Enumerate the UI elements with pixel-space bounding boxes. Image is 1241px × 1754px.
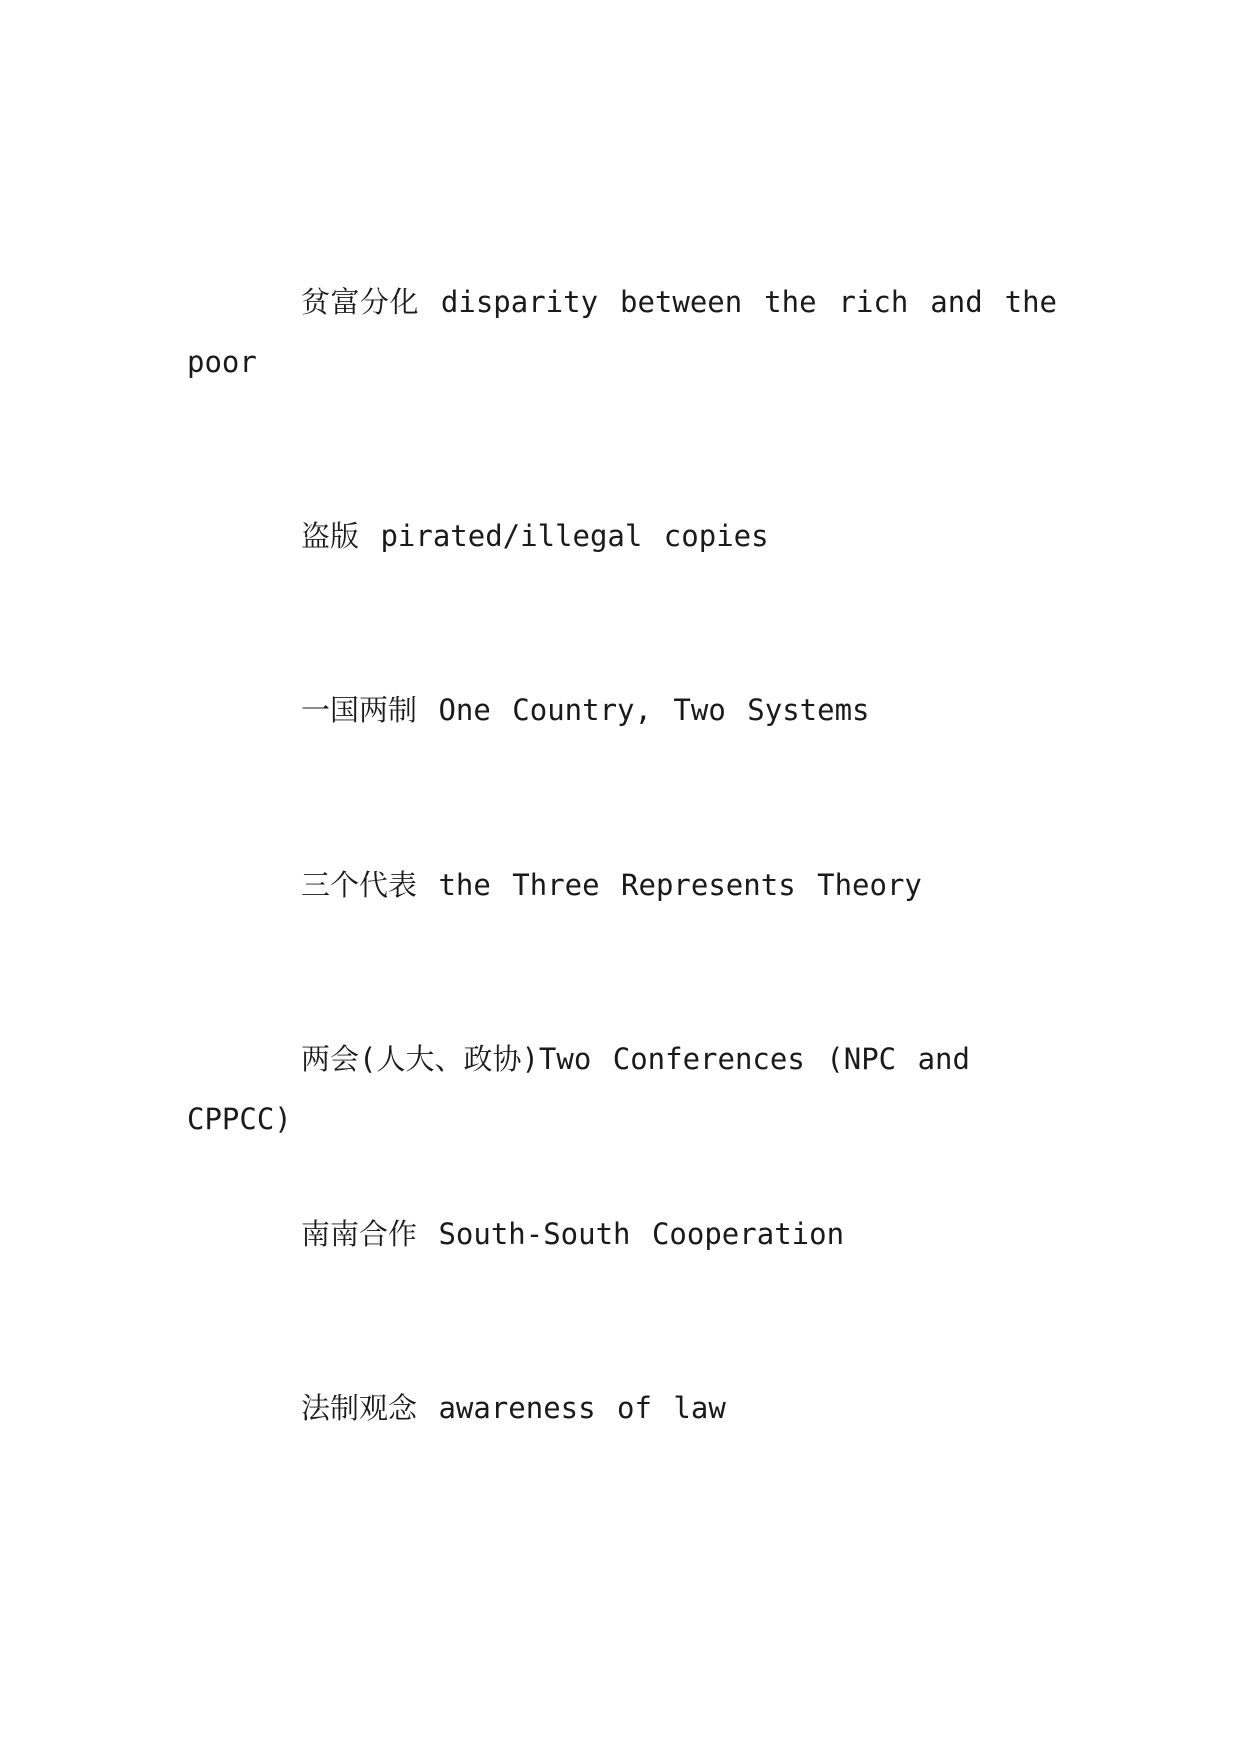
glossary-entry: 贫富分化 disparity between the rich and the poor (187, 285, 1057, 379)
glossary-entry: 法制观念 awareness of law (301, 1391, 726, 1425)
glossary-entry: 一国两制 One Country, Two Systems (301, 693, 870, 727)
glossary-entry: 南南合作 South-South Cooperation (301, 1217, 845, 1251)
glossary-entry: 三个代表 the Three Represents Theory (301, 868, 922, 902)
glossary-entry: 盗版 pirated/illegal copies (301, 519, 769, 553)
glossary-entry: 两会(人大、政协)Two Conferences (NPC and CPPCC) (187, 1042, 970, 1136)
